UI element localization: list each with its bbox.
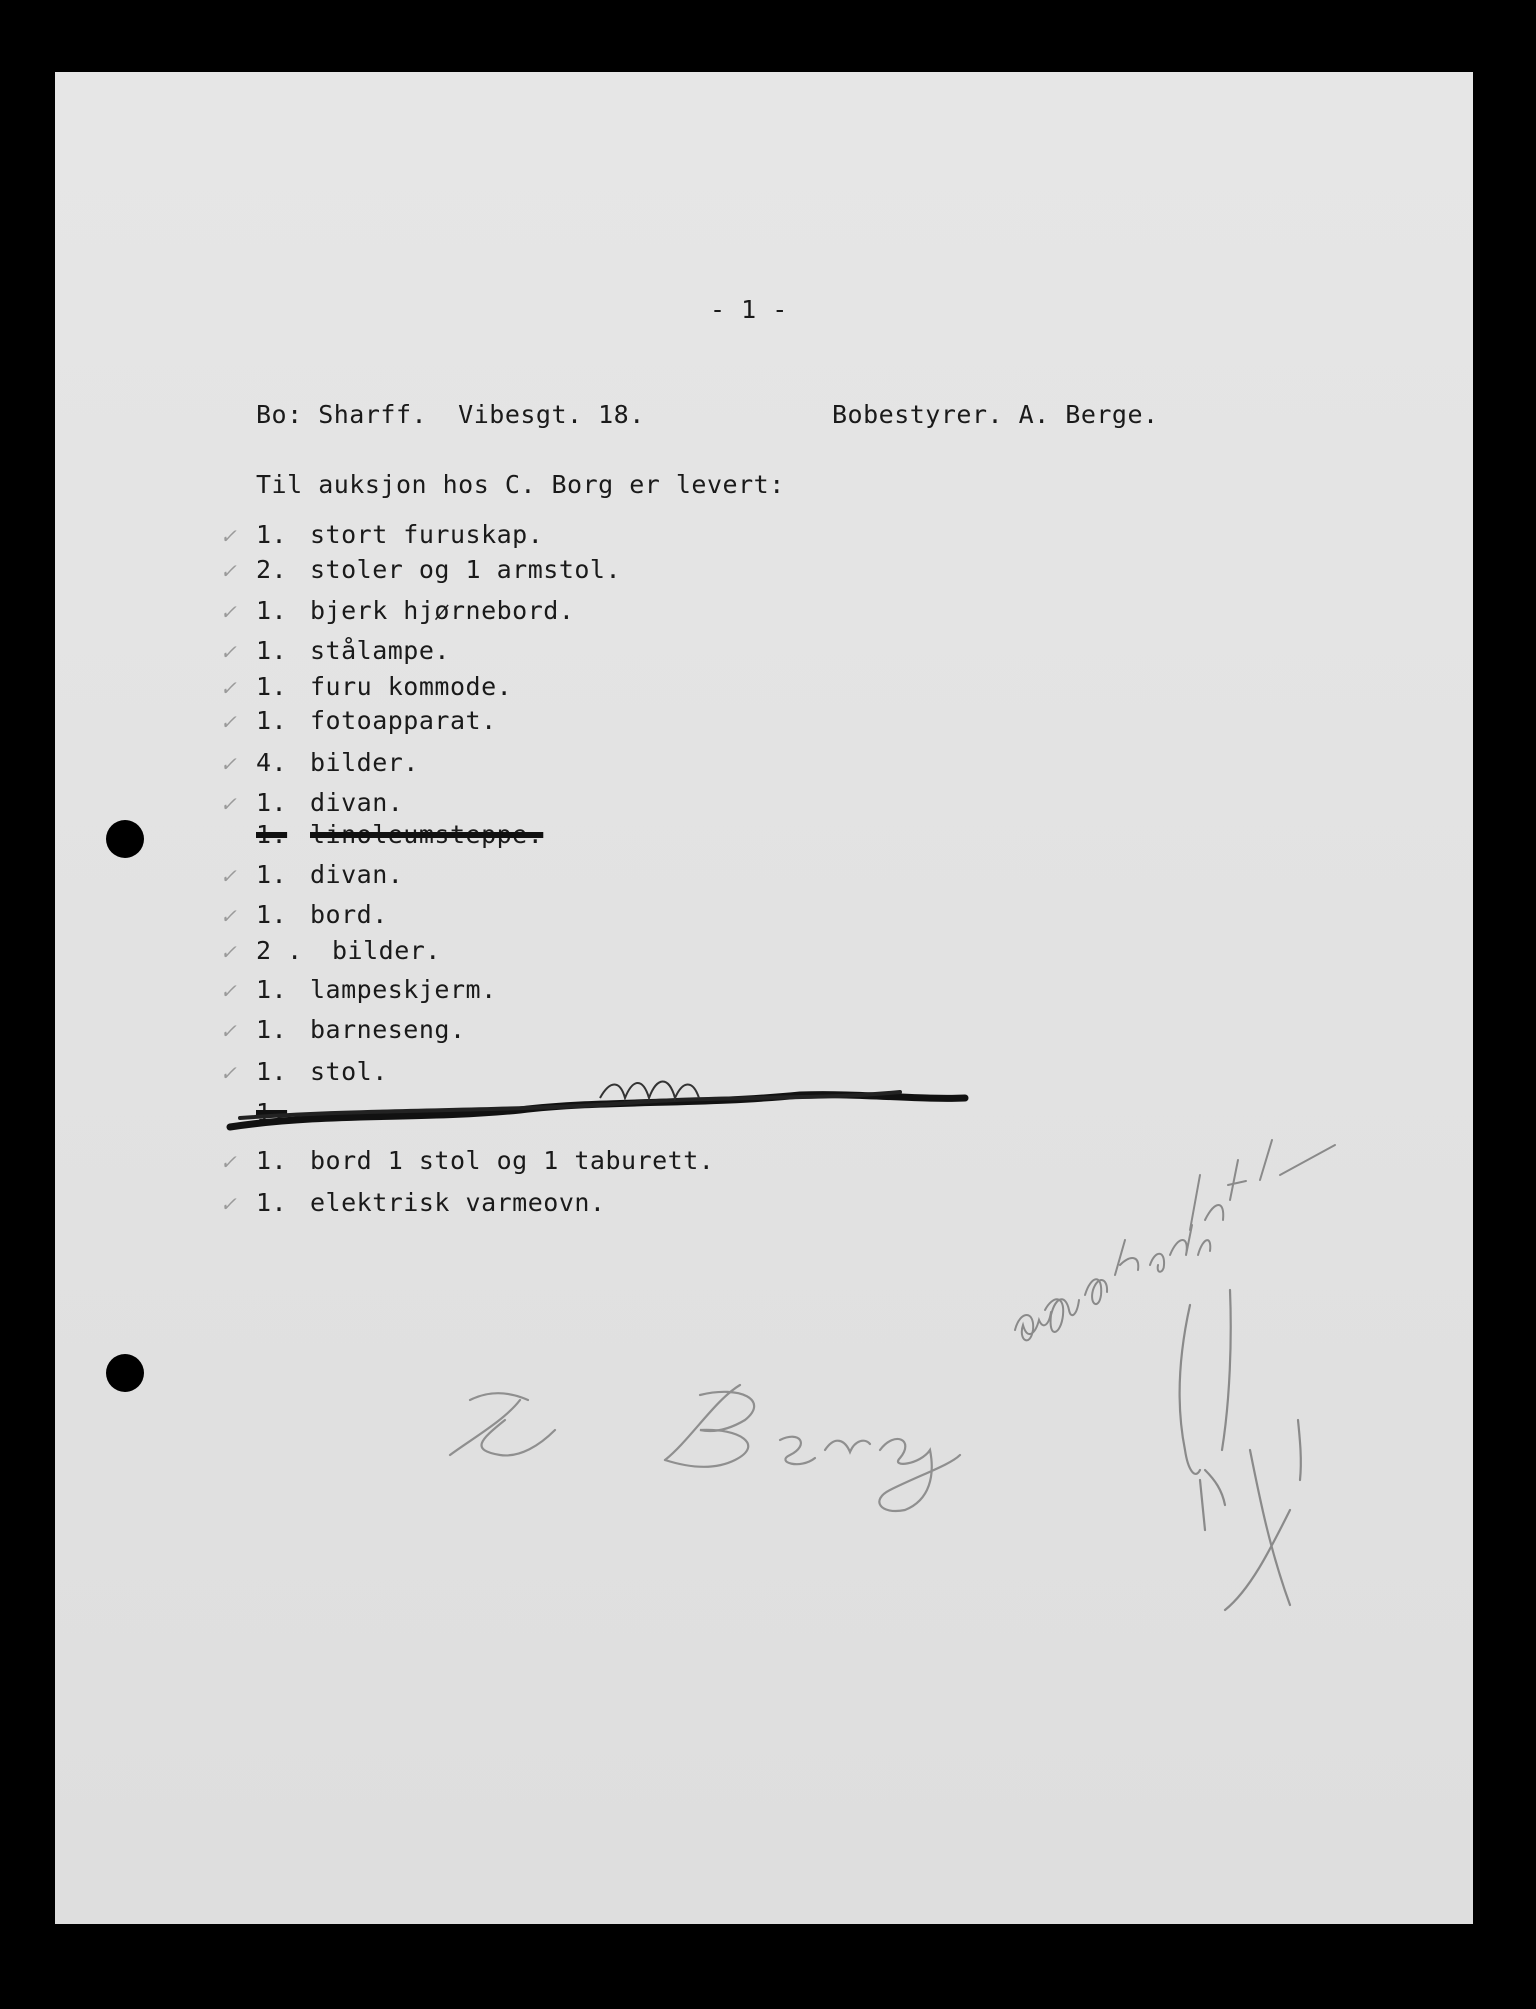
item-quantity: 1. (256, 820, 288, 849)
item-quantity: 1. (256, 1188, 288, 1217)
item-quantity: 1. (256, 1057, 288, 1086)
item-description: furu kommode. (310, 672, 513, 701)
item-quantity: 1. (256, 788, 288, 817)
item-quantity: 4. (256, 748, 288, 777)
item-quantity: 1. (256, 520, 288, 549)
item-quantity: 1. (256, 596, 288, 625)
check-mark-icon: ✓ (220, 676, 237, 700)
item-quantity: 1. (256, 672, 288, 701)
item-description: elektrisk varmeovn. (310, 1188, 606, 1217)
struck-item-description: linoleumsteppe. (310, 820, 544, 849)
check-mark-icon: ✓ (220, 640, 237, 664)
item-description: divan. (310, 788, 404, 817)
item-description: stol. (310, 1057, 388, 1086)
item-description: divan. (310, 860, 404, 889)
item-description: barneseng. (310, 1015, 466, 1044)
item-quantity: 1. (256, 900, 288, 929)
estate-header: Bo: Sharff. Vibesgt. 18. (256, 400, 645, 429)
check-mark-icon: ✓ (220, 792, 237, 816)
item-description: bord 1 stol og 1 taburett. (310, 1146, 715, 1175)
item-quantity: 1. (256, 706, 288, 735)
item-quantity: 2. (256, 555, 288, 584)
check-mark-icon: ✓ (220, 600, 237, 624)
item-description: bilder. (310, 748, 419, 777)
item-description: bjerk hjørnebord. (310, 596, 575, 625)
check-mark-icon: ✓ (220, 1150, 237, 1174)
check-mark-icon: ✓ (220, 1192, 237, 1216)
item-description: stort furuskap. (310, 520, 544, 549)
item-description: fotoapparat. (310, 706, 497, 735)
item-description: bilder. (332, 936, 441, 965)
administrator-header: Bobestyrer. A. Berge. (832, 400, 1159, 429)
check-mark-icon: ✓ (220, 710, 237, 734)
item-quantity: 1. (256, 1015, 288, 1044)
check-mark-icon: ✓ (220, 940, 237, 964)
item-description: bord. (310, 900, 388, 929)
page-number: - 1 - (710, 295, 788, 324)
check-mark-icon: ✓ (220, 559, 237, 583)
check-mark-icon: ✓ (220, 864, 237, 888)
item-quantity: 1. (256, 860, 288, 889)
item-quantity: 1. (256, 975, 288, 1004)
item-description: stoler og 1 armstol. (310, 555, 622, 584)
check-mark-icon: ✓ (220, 524, 237, 548)
punch-hole-bottom (106, 1354, 144, 1392)
intro-line: Til auksjon hos C. Borg er levert: (256, 470, 785, 499)
check-mark-icon: ✓ (220, 1019, 237, 1043)
item-quantity: 1. (256, 636, 288, 665)
check-mark-icon: ✓ (220, 904, 237, 928)
item-quantity: 1. (256, 1146, 288, 1175)
item-description: lampeskjerm. (310, 975, 497, 1004)
item-quantity: 2 . (256, 936, 303, 965)
punch-hole-top (106, 820, 144, 858)
check-mark-icon: ✓ (220, 979, 237, 1003)
item-description: stålampe. (310, 636, 450, 665)
check-mark-icon: ✓ (220, 1061, 237, 1085)
check-mark-icon: ✓ (220, 752, 237, 776)
item-quantity: 1. (256, 1098, 288, 1127)
